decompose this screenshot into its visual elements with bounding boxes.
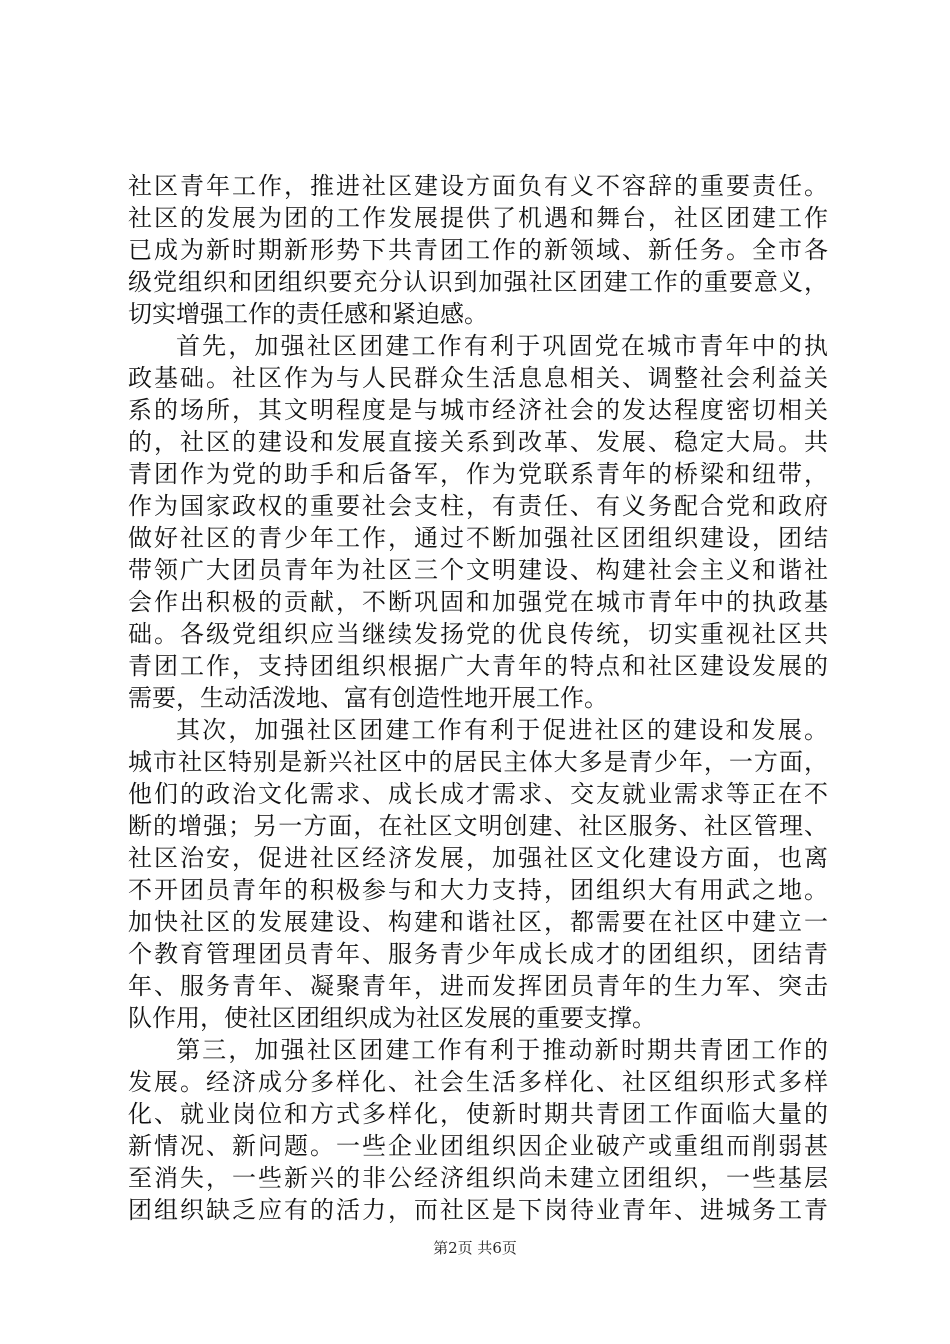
text-line: 系的场所，其文明程度是与城市经济社会的发达程度密切相关	[128, 396, 828, 424]
document-body	[128, 170, 828, 1226]
text-line: 化、就业岗位和方式多样化，使新时期共青团工作面临大量的	[128, 1100, 828, 1128]
text-line: 已成为新时期新形势下共青团工作的新领域、新任务。全市各	[128, 236, 828, 264]
text-line: 断的增强；另一方面，在社区文明创建、社区服务、社区管理、	[128, 812, 828, 840]
text-line: 个教育管理团员青年、服务青少年成长成才的团组织，团结青	[128, 940, 828, 968]
text-line: 其次，加强社区团建工作有利于促进社区的建设和发展。	[176, 716, 828, 744]
text-line: 至消失，一些新兴的非公经济组织尚未建立团组织，一些基层	[128, 1164, 828, 1192]
text-line: 带领广大团员青年为社区三个文明建设、构建社会主义和谐社	[128, 556, 828, 584]
text-line: 他们的政治文化需求、成长成才需求、交友就业需求等正在不	[128, 780, 828, 808]
text-line: 作为国家政权的重要社会支柱，有责任、有义务配合党和政府	[128, 492, 828, 520]
text-line: 社区青年工作，推进社区建设方面负有义不容辞的重要责任。	[128, 172, 828, 200]
text-line: 第三，加强社区团建工作有利于推动新时期共青团工作的	[176, 1036, 828, 1064]
text-line: 做好社区的青少年工作，通过不断加强社区团组织建设，团结	[128, 524, 828, 552]
text-line: 社区的发展为团的工作发展提供了机遇和舞台，社区团建工作	[128, 204, 828, 232]
text-line: 的，社区的建设和发展直接关系到改革、发展、稳定大局。共	[128, 428, 828, 456]
text-line: 社区治安，促进社区经济发展，加强社区文化建设方面，也离	[128, 844, 828, 872]
text-line: 队作用，使社区团组织成为社区发展的重要支撑。	[128, 1004, 656, 1032]
text-line: 会作出积极的贡献，不断巩固和加强党在城市青年中的执政基	[128, 588, 828, 616]
text-line: 不开团员青年的积极参与和大力支持，团组织大有用武之地。	[128, 876, 828, 904]
text-line: 青团工作，支持团组织根据广大青年的特点和社区建设发展的	[128, 652, 828, 680]
text-line: 首先，加强社区团建工作有利于巩固党在城市青年中的执	[176, 332, 828, 360]
text-line: 础。各级党组织应当继续发扬党的优良传统，切实重视社区共	[128, 620, 828, 648]
text-line: 加快社区的发展建设、构建和谐社区，都需要在社区中建立一	[128, 908, 828, 936]
text-line: 政基础。社区作为与人民群众生活息息相关、调整社会利益关	[128, 364, 828, 392]
text-line: 需要，生动活泼地、富有创造性地开展工作。	[128, 684, 608, 712]
text-line: 切实增强工作的责任感和紧迫感。	[128, 300, 488, 328]
text-line: 青团作为党的助手和后备军，作为党联系青年的桥梁和纽带，	[128, 460, 828, 488]
text-line: 年、服务青年、凝聚青年，进而发挥团员青年的生力军、突击	[128, 972, 828, 1000]
text-line: 级党组织和团组织要充分认识到加强社区团建工作的重要意义，	[128, 268, 828, 296]
text-line: 新情况、新问题。一些企业团组织因企业破产或重组而削弱甚	[128, 1132, 828, 1160]
page-footer: 第2页 共6页	[433, 1239, 517, 1257]
text-line: 发展。经济成分多样化、社会生活多样化、社区组织形式多样	[128, 1068, 828, 1096]
text-line: 城市社区特别是新兴社区中的居民主体大多是青少年，一方面，	[128, 748, 828, 776]
text-line: 团组织缺乏应有的活力，而社区是下岗待业青年、进城务工青	[128, 1196, 828, 1224]
